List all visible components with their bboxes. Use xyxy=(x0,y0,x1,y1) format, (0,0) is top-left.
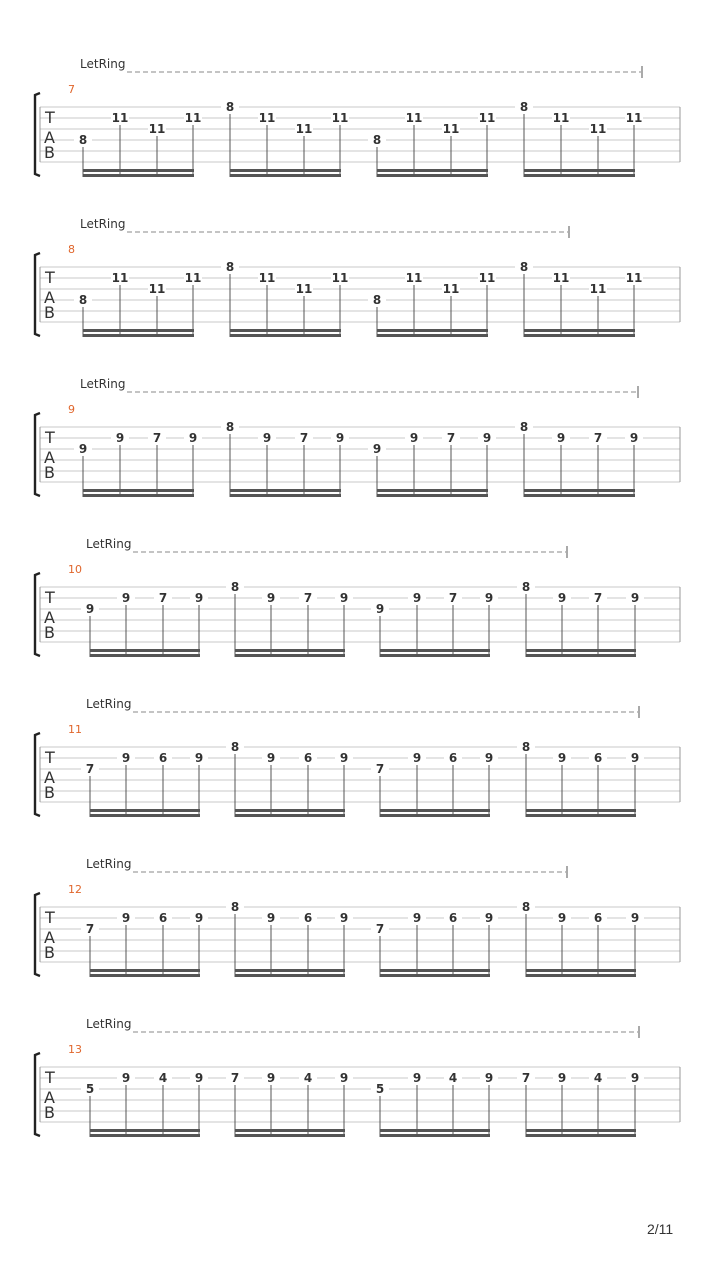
fret-number: 9 xyxy=(262,431,272,445)
beam xyxy=(524,169,635,172)
beam xyxy=(377,169,488,172)
fret-number: 7 xyxy=(375,922,385,936)
fret-number: 9 xyxy=(188,431,198,445)
fret-number: 9 xyxy=(339,751,349,765)
fret-number: 9 xyxy=(194,591,204,605)
measure-number: 12 xyxy=(68,883,82,896)
beam xyxy=(524,329,635,332)
system-bracket xyxy=(35,573,40,656)
clef-a: A xyxy=(44,128,55,147)
measure-number: 8 xyxy=(68,243,75,256)
clef-t: T xyxy=(45,1068,55,1087)
clef-b: B xyxy=(44,463,55,482)
fret-number: 9 xyxy=(194,751,204,765)
beam xyxy=(380,1134,490,1137)
fret-number: 11 xyxy=(442,122,460,136)
measure-number: 7 xyxy=(68,83,75,96)
letring-label: LetRing xyxy=(86,1017,132,1031)
fret-number: 9 xyxy=(412,1071,422,1085)
fret-number: 11 xyxy=(478,271,496,285)
fret-number: 11 xyxy=(552,271,570,285)
fret-number: 11 xyxy=(625,271,643,285)
beam xyxy=(235,974,345,977)
beam xyxy=(235,809,345,812)
fret-number: 6 xyxy=(448,911,458,925)
beam xyxy=(230,329,341,332)
beam xyxy=(380,649,490,652)
fret-number: 9 xyxy=(629,431,639,445)
fret-number: 9 xyxy=(339,911,349,925)
fret-number: 4 xyxy=(158,1071,168,1085)
fret-number: 7 xyxy=(152,431,162,445)
fret-number: 9 xyxy=(484,911,494,925)
clef-b: B xyxy=(44,943,55,962)
clef-b: B xyxy=(44,143,55,162)
letring-label: LetRing xyxy=(86,537,132,551)
fret-number: 9 xyxy=(266,1071,276,1085)
fret-number: 9 xyxy=(484,751,494,765)
fret-number: 6 xyxy=(303,751,313,765)
beam xyxy=(377,489,488,492)
fret-number: 9 xyxy=(121,911,131,925)
beam xyxy=(526,1129,636,1132)
fret-number: 8 xyxy=(519,420,529,434)
fret-number: 7 xyxy=(375,762,385,776)
clef-a: A xyxy=(44,768,55,787)
clef-t: T xyxy=(45,748,55,767)
fret-number: 7 xyxy=(593,591,603,605)
fret-number: 9 xyxy=(556,431,566,445)
fret-number: 6 xyxy=(593,911,603,925)
beam xyxy=(90,649,200,652)
fret-number: 11 xyxy=(295,122,313,136)
system-bracket xyxy=(35,93,40,176)
beam xyxy=(526,649,636,652)
beam xyxy=(90,654,200,657)
fret-number: 11 xyxy=(258,111,276,125)
fret-number: 8 xyxy=(519,100,529,114)
system-bracket xyxy=(35,893,40,976)
fret-number: 11 xyxy=(295,282,313,296)
fret-number: 9 xyxy=(266,591,276,605)
beam xyxy=(526,809,636,812)
fret-number: 6 xyxy=(448,751,458,765)
fret-number: 11 xyxy=(625,111,643,125)
fret-number: 8 xyxy=(225,100,235,114)
fret-number: 6 xyxy=(303,911,313,925)
beam xyxy=(380,814,490,817)
beam xyxy=(235,969,345,972)
fret-number: 11 xyxy=(184,271,202,285)
beam xyxy=(83,334,194,337)
fret-number: 9 xyxy=(557,751,567,765)
fret-number: 8 xyxy=(225,260,235,274)
fret-number: 11 xyxy=(552,111,570,125)
beam xyxy=(526,974,636,977)
system-bracket xyxy=(35,253,40,336)
beam xyxy=(235,814,345,817)
fret-number: 9 xyxy=(484,591,494,605)
fret-number: 9 xyxy=(85,602,95,616)
beam xyxy=(524,174,635,177)
letring-label: LetRing xyxy=(80,377,126,391)
fret-number: 11 xyxy=(331,111,349,125)
letring-label: LetRing xyxy=(80,57,126,71)
clef-a: A xyxy=(44,928,55,947)
fret-number: 11 xyxy=(184,111,202,125)
fret-number: 11 xyxy=(258,271,276,285)
beam xyxy=(524,489,635,492)
beam xyxy=(230,494,341,497)
fret-number: 11 xyxy=(148,282,166,296)
beam xyxy=(83,174,194,177)
beam xyxy=(90,809,200,812)
fret-number: 7 xyxy=(446,431,456,445)
clef-t: T xyxy=(45,428,55,447)
beam xyxy=(524,334,635,337)
beam xyxy=(526,1134,636,1137)
beam xyxy=(235,654,345,657)
fret-number: 9 xyxy=(121,751,131,765)
fret-number: 9 xyxy=(412,911,422,925)
fret-number: 11 xyxy=(405,111,423,125)
fret-number: 11 xyxy=(589,282,607,296)
fret-number: 11 xyxy=(589,122,607,136)
measure-number: 13 xyxy=(68,1043,82,1056)
beam xyxy=(377,334,488,337)
beam xyxy=(83,329,194,332)
beam xyxy=(380,969,490,972)
clef-b: B xyxy=(44,783,55,802)
beam xyxy=(83,169,194,172)
fret-number: 7 xyxy=(85,922,95,936)
letring-label: LetRing xyxy=(86,857,132,871)
clef-t: T xyxy=(45,588,55,607)
beam xyxy=(90,814,200,817)
fret-number: 4 xyxy=(448,1071,458,1085)
clef-a: A xyxy=(44,448,55,467)
fret-number: 8 xyxy=(521,900,531,914)
fret-number: 8 xyxy=(519,260,529,274)
fret-number: 8 xyxy=(372,133,382,147)
beam xyxy=(524,494,635,497)
beam xyxy=(230,489,341,492)
beam xyxy=(380,1129,490,1132)
fret-number: 8 xyxy=(230,580,240,594)
clef-b: B xyxy=(44,1103,55,1122)
system-bracket xyxy=(35,413,40,496)
beam xyxy=(526,814,636,817)
fret-number: 7 xyxy=(448,591,458,605)
fret-number: 7 xyxy=(299,431,309,445)
fret-number: 7 xyxy=(521,1071,531,1085)
letring-label: LetRing xyxy=(86,697,132,711)
beam xyxy=(526,654,636,657)
fret-number: 9 xyxy=(557,911,567,925)
fret-number: 9 xyxy=(194,911,204,925)
beam xyxy=(230,174,341,177)
fret-number: 8 xyxy=(230,740,240,754)
beam xyxy=(235,1129,345,1132)
fret-number: 6 xyxy=(593,751,603,765)
fret-number: 9 xyxy=(339,1071,349,1085)
beam xyxy=(230,334,341,337)
fret-number: 9 xyxy=(121,1071,131,1085)
fret-number: 7 xyxy=(85,762,95,776)
fret-number: 9 xyxy=(630,751,640,765)
fret-number: 9 xyxy=(339,591,349,605)
fret-number: 8 xyxy=(78,293,88,307)
fret-number: 9 xyxy=(484,1071,494,1085)
clef-b: B xyxy=(44,623,55,642)
clef-t: T xyxy=(45,108,55,127)
system-bracket xyxy=(35,1053,40,1136)
beam xyxy=(377,329,488,332)
fret-number: 9 xyxy=(121,591,131,605)
letring-label: LetRing xyxy=(80,217,126,231)
fret-number: 9 xyxy=(266,911,276,925)
fret-number: 4 xyxy=(593,1071,603,1085)
fret-number: 11 xyxy=(111,271,129,285)
fret-number: 9 xyxy=(375,602,385,616)
fret-number: 8 xyxy=(230,900,240,914)
beam xyxy=(230,169,341,172)
fret-number: 9 xyxy=(482,431,492,445)
clef-a: A xyxy=(44,608,55,627)
fret-number: 9 xyxy=(557,1071,567,1085)
fret-number: 11 xyxy=(111,111,129,125)
fret-number: 5 xyxy=(375,1082,385,1096)
fret-number: 11 xyxy=(331,271,349,285)
fret-number: 9 xyxy=(630,591,640,605)
fret-number: 5 xyxy=(85,1082,95,1096)
fret-number: 9 xyxy=(372,442,382,456)
fret-number: 6 xyxy=(158,751,168,765)
beam xyxy=(83,489,194,492)
beam xyxy=(83,494,194,497)
clef-t: T xyxy=(45,908,55,927)
fret-number: 11 xyxy=(148,122,166,136)
beam xyxy=(235,1134,345,1137)
fret-number: 9 xyxy=(266,751,276,765)
fret-number: 9 xyxy=(115,431,125,445)
beam xyxy=(377,494,488,497)
beam xyxy=(90,1134,200,1137)
fret-number: 7 xyxy=(303,591,313,605)
fret-number: 6 xyxy=(158,911,168,925)
fret-number: 8 xyxy=(78,133,88,147)
fret-number: 9 xyxy=(78,442,88,456)
fret-number: 8 xyxy=(521,740,531,754)
fret-number: 7 xyxy=(158,591,168,605)
clef-b: B xyxy=(44,303,55,322)
measure-number: 9 xyxy=(68,403,75,416)
fret-number: 7 xyxy=(593,431,603,445)
beam xyxy=(526,969,636,972)
measure-number: 11 xyxy=(68,723,82,736)
beam xyxy=(90,969,200,972)
fret-number: 9 xyxy=(412,591,422,605)
fret-number: 9 xyxy=(557,591,567,605)
beam xyxy=(380,974,490,977)
fret-number: 7 xyxy=(230,1071,240,1085)
fret-number: 8 xyxy=(521,580,531,594)
beam xyxy=(380,654,490,657)
beam xyxy=(377,174,488,177)
fret-number: 9 xyxy=(409,431,419,445)
measure-number: 10 xyxy=(68,563,82,576)
clef-a: A xyxy=(44,1088,55,1107)
fret-number: 9 xyxy=(630,911,640,925)
clef-a: A xyxy=(44,288,55,307)
beam xyxy=(380,809,490,812)
page-number: 2/11 xyxy=(647,1221,674,1237)
fret-number: 11 xyxy=(442,282,460,296)
system-bracket xyxy=(35,733,40,816)
fret-number: 9 xyxy=(412,751,422,765)
beam xyxy=(90,1129,200,1132)
fret-number: 9 xyxy=(630,1071,640,1085)
fret-number: 11 xyxy=(405,271,423,285)
fret-number: 9 xyxy=(335,431,345,445)
fret-number: 9 xyxy=(194,1071,204,1085)
fret-number: 8 xyxy=(372,293,382,307)
fret-number: 11 xyxy=(478,111,496,125)
fret-number: 8 xyxy=(225,420,235,434)
beam xyxy=(90,974,200,977)
beam xyxy=(235,649,345,652)
clef-t: T xyxy=(45,268,55,287)
fret-number: 4 xyxy=(303,1071,313,1085)
